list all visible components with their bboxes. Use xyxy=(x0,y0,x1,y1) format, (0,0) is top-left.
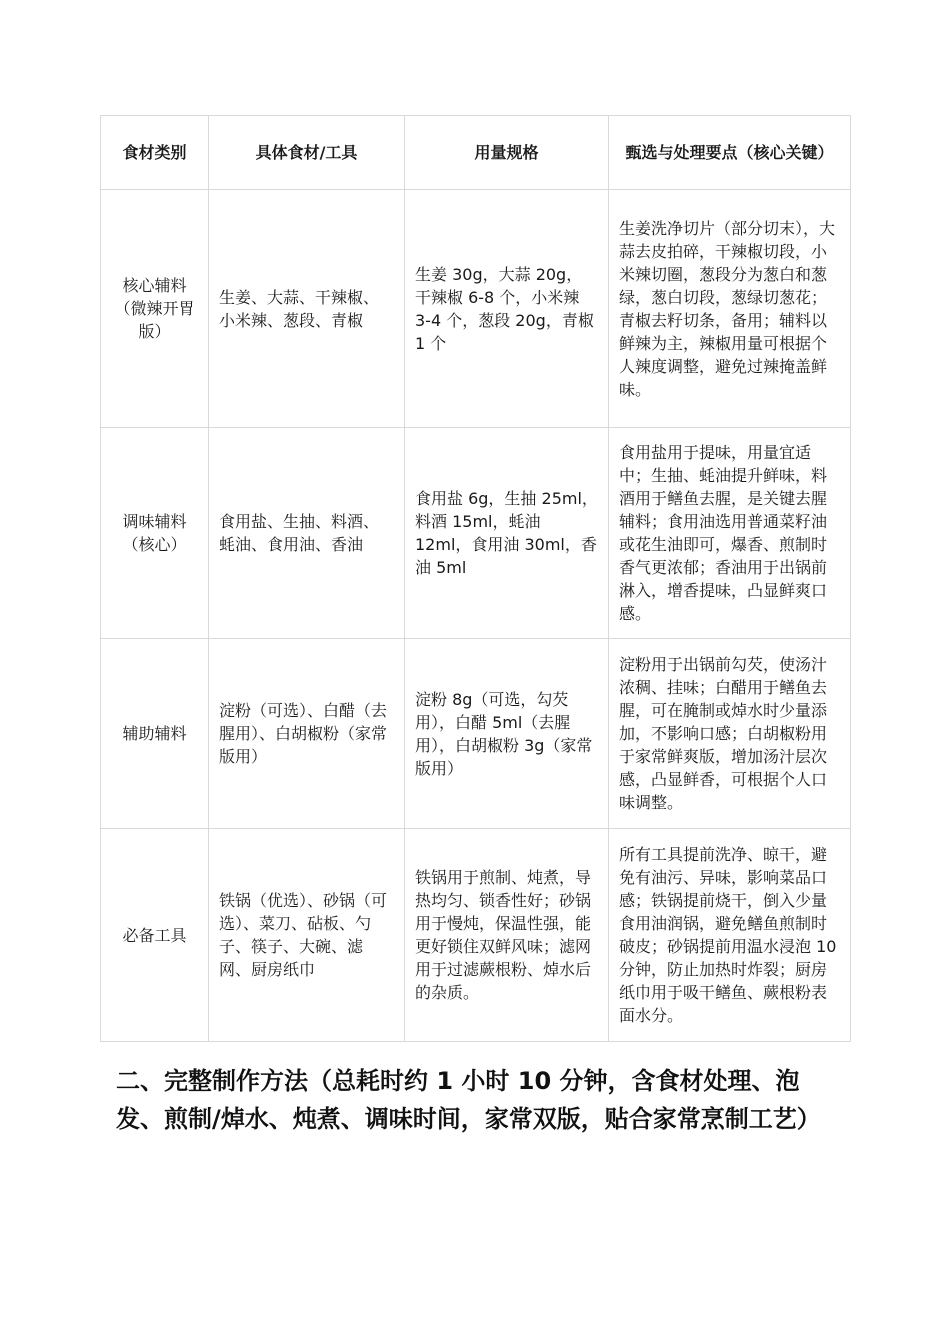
row-notes: 生姜洗净切片（部分切末），大蒜去皮拍碎，干辣椒切段，小米辣切圈，葱段分为葱白和葱绿，葱白切段，葱绿切葱花；青椒去籽切条，备用；辅料以鲜辣为主，辣椒用量可根据个人辣度调整，避免过辣掩盖鲜味。 xyxy=(609,190,851,428)
table-row xyxy=(101,639,851,829)
row-amount: 铁锅用于煎制、炖煮，导热均匀、锁香性好；砂锅用于慢炖，保温性强，能更好锁住双鲜风味；滤网用于过滤蕨根粉、焯水后的杂质。 xyxy=(405,829,609,1042)
ingredients-table xyxy=(100,115,851,1042)
table-row xyxy=(101,428,851,639)
row-category: 辅助辅料 xyxy=(101,639,209,829)
header-amount: 用量规格 xyxy=(405,116,609,190)
row-notes: 所有工具提前洗净、晾干，避免有油污、异味，影响菜品口感；铁锅提前烧干，倒入少量食用油润锅，避免鳝鱼煎制时破皮；砂锅提前用温水浸泡 10 分钟，防止加热时炸裂；厨房纸巾用于吸干鳝鱼、蕨根粉表面水分。 xyxy=(609,829,851,1042)
row-items: 淀粉（可选）、白醋（去腥用）、白胡椒粉（家常版用） xyxy=(209,639,405,829)
row-category: 必备工具 xyxy=(101,829,209,1042)
row-notes: 食用盐用于提味，用量宜适中；生抽、蚝油提升鲜味，料酒用于鳝鱼去腥，是关键去腥辅料；食用油选用普通菜籽油或花生油即可，爆香、煎制时香气更浓郁；香油用于出锅前淋入，增香提味，凸显鲜爽口感。 xyxy=(609,428,851,639)
row-items: 食用盐、生抽、料酒、蚝油、食用油、香油 xyxy=(209,428,405,639)
row-category: 核心辅料（微辣开胃版） xyxy=(101,190,209,428)
row-items: 铁锅（优选）、砂锅（可选）、菜刀、砧板、勺子、筷子、大碗、滤网、厨房纸巾 xyxy=(209,829,405,1042)
row-amount: 生姜 30g，大蒜 20g，干辣椒 6-8 个，小米辣 3-4 个，葱段 20g，青椒 1 个 xyxy=(405,190,609,428)
row-items: 生姜、大蒜、干辣椒、小米辣、葱段、青椒 xyxy=(209,190,405,428)
row-amount: 食用盐 6g，生抽 25ml，料酒 15ml，蚝油 12ml，食用油 30ml，香油 5ml xyxy=(405,428,609,639)
header-notes: 甄选与处理要点（核心关键） xyxy=(609,116,851,190)
row-category: 调味辅料（核心） xyxy=(101,428,209,639)
header-items: 具体食材/工具 xyxy=(209,116,405,190)
row-amount: 淀粉 8g（可选，勾芡用），白醋 5ml（去腥用），白胡椒粉 3g（家常版用） xyxy=(405,639,609,829)
table-header-row xyxy=(101,116,851,190)
row-notes: 淀粉用于出锅前勾芡，使汤汁浓稠、挂味；白醋用于鳝鱼去腥，可在腌制或焯水时少量添加，不影响口感；白胡椒粉用于家常鲜爽版，增加汤汁层次感，凸显鲜香，可根据个人口味调整。 xyxy=(609,639,851,829)
header-category: 食材类别 xyxy=(101,116,209,190)
table-row xyxy=(101,829,851,1042)
table-row xyxy=(101,190,851,428)
section-heading: 二、完整制作方法（总耗时约 1 小时 10 分钟，含食材处理、泡发、煎制/焯水、炖煮、调味时间，家常双版，贴合家常烹制工艺） xyxy=(116,1067,821,1133)
